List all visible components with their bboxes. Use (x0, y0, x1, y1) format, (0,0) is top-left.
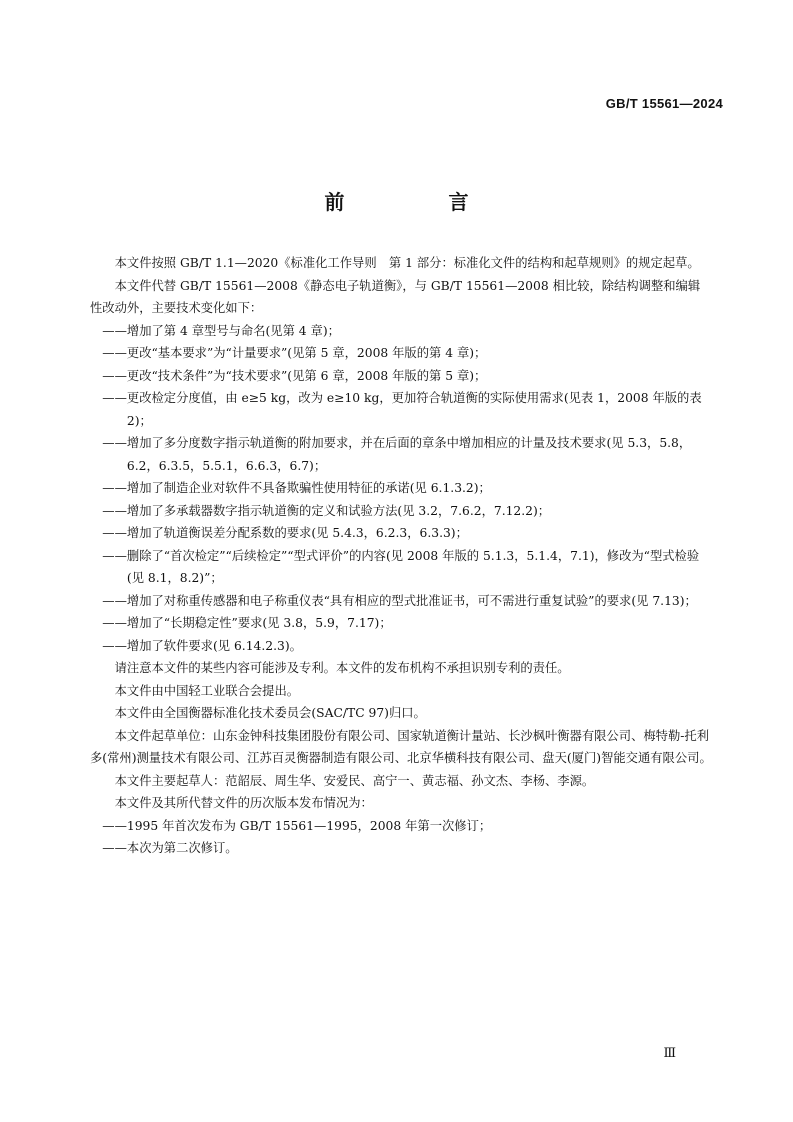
version-history-item: ——1995 年首次发布为 GB/T 15561—1995，2008 年第一次修订； (102, 818, 492, 833)
paragraph: 本文件起草单位：山东金钟科技集团股份有限公司、国家轨道衡计量站、长沙枫叶衡器有限公司、梅特勒-托利多(常州)测量技术有限公司、江苏百灵衡器制造有限公司、北京华横科技有限公司、盘天(厦门)智能交通有限公司。 (90, 728, 712, 765)
change-list-item: ——增加了软件要求(见 6.14.2.3)。 (102, 638, 302, 653)
change-list-item: ——增加了多分度数字指示轨道衡的附加要求，并在后面的章条中增加相应的计量及技术要求(见 5.3，5.8，6.2，6.3.5，5.5.1，6.6.3，6.7)； (102, 436, 692, 473)
change-list-item: ——增加了轨道衡误差分配系数的要求(见 5.4.3，6.2.3，6.3.3)； (102, 526, 468, 540)
version-history-item: ——本次为第二次修订。 (102, 841, 238, 855)
page-title: 前 言 (324, 190, 511, 214)
change-list-item: ——增加了对称重传感器和电子称重仪表“具有相应的型式批准证书，可不需进行重复试验”的要求(见 7.13)； (102, 593, 697, 608)
change-list-item: ——增加了制造企业对软件不具备欺骗性使用特征的承诺(见 6.1.3.2)； (102, 481, 491, 495)
paragraph: 请注意本文件的某些内容可能涉及专利。本文件的发布机构不承担识别专利的责任。 (114, 661, 570, 675)
paragraph: 本文件由全国衡器标准化技术委员会(SAC/TC 97)归口。 (114, 706, 426, 720)
change-list-item: ——更改“基本要求”为“计量要求”(见第 5 章，2008 年版的第 4 章)； (102, 346, 487, 360)
paragraph: 本文件按照 GB/T 1.1—2020《标准化工作导则 第 1 部分：标准化文件的结构和起草规则》的规定起草。 (114, 256, 700, 270)
standard-code: GB/T 15561—2024 (605, 96, 723, 111)
foreword-body (90, 252, 712, 860)
change-list-item: ——更改检定分度值，由 e≥5 kg，改为 e≥10 kg，更加符合轨道衡的实际使用需求(见表 1，2008 年版的表 2)； (102, 391, 702, 428)
change-list-item: ——删除了“首次检定”“后续检定”“型式评价”的内容(见 2008 年版的 5.1.3，5.1.4，7.1)，修改为“型式检验(见 8.1，8.2)”； (102, 548, 700, 585)
page-number: Ⅲ (663, 1045, 676, 1060)
paragraph: 本文件代替 GB/T 15561—2008《静态电子轨道衡》，与 GB/T 15561—2008 相比较，除结构调整和编辑性改动外，主要技术变化如下： (90, 278, 701, 315)
paragraph: 本文件主要起草人：范韶辰、周生华、安爱民、高宁一、黄志福、孙文杰、李杨、李源。 (114, 773, 595, 788)
change-list-item: ——更改“技术条件”为“技术要求”(见第 6 章，2008 年版的第 5 章)； (102, 368, 487, 383)
change-list-item: ——增加了第 4 章型号与命名(见第 4 章)； (102, 323, 340, 338)
paragraph: 本文件由中国轻工业联合会提出。 (114, 683, 300, 698)
change-list-item: ——增加了多承载器数字指示轨道衡的定义和试验方法(见 3.2，7.6.2，7.12.2)； (102, 503, 551, 518)
paragraph: 本文件及其所代替文件的历次版本发布情况为： (114, 796, 373, 810)
change-list-item: ——增加了“长期稳定性”要求(见 3.8，5.9，7.17)； (102, 616, 392, 630)
